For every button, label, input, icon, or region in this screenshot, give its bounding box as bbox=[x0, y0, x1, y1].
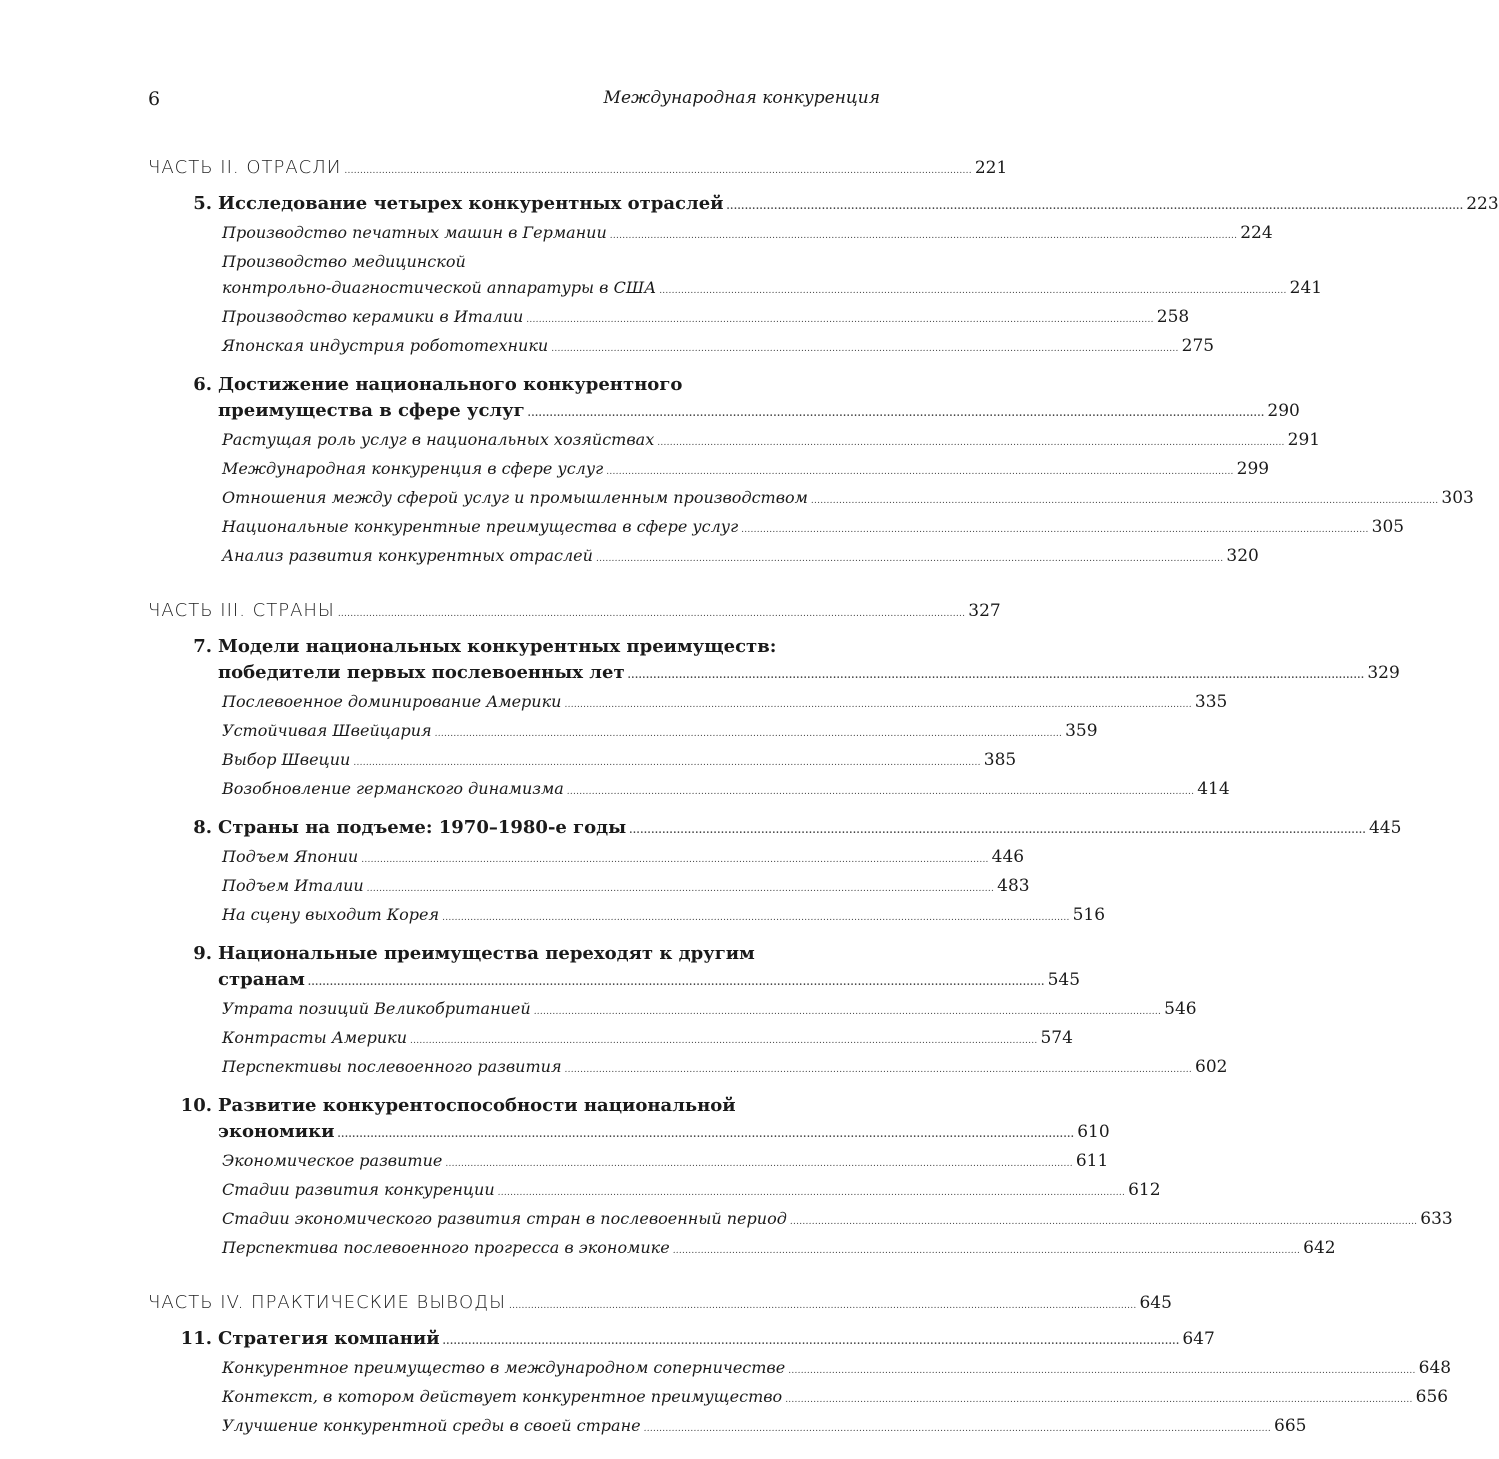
chapter-title: Исследование четырех конкурентных отраслей bbox=[218, 193, 724, 214]
entry-title: Перспектива послевоенного прогресса в экономике bbox=[222, 1238, 670, 1257]
toc-entry bbox=[222, 689, 1228, 718]
chapter-title-block bbox=[218, 1326, 1215, 1355]
toc-entry bbox=[222, 304, 1190, 333]
entry-title: контрольно-диагностической аппаратуры в США bbox=[222, 278, 657, 297]
dot-leader bbox=[596, 543, 1222, 572]
chapter-heading bbox=[148, 1093, 1110, 1148]
entry-line bbox=[222, 543, 1259, 572]
dot-leader bbox=[657, 427, 1283, 456]
entry-title: Анализ развития конкурентных отраслей bbox=[222, 546, 593, 565]
chapter-number: 5. bbox=[193, 193, 212, 214]
chapter-title-block bbox=[218, 815, 1401, 844]
part-heading bbox=[148, 1292, 1172, 1322]
entry-line bbox=[222, 304, 1190, 333]
chapter-entries bbox=[222, 689, 1230, 805]
entry-line bbox=[222, 902, 1106, 931]
entry-title: Стадии экономического развития стран в послевоенный период bbox=[222, 1209, 787, 1228]
dot-leader bbox=[442, 902, 1068, 931]
entry-line bbox=[222, 873, 1030, 902]
chapter bbox=[148, 372, 1474, 572]
chapter-title-block bbox=[218, 372, 1300, 427]
part-heading bbox=[148, 157, 1008, 187]
dot-leader bbox=[567, 776, 1193, 805]
dot-leader bbox=[785, 1384, 1411, 1413]
entry-title: Подъем Италии bbox=[222, 876, 364, 895]
chapter-number: 6. bbox=[193, 374, 212, 395]
chapter-line bbox=[218, 398, 1300, 427]
chapter-title: победители первых послевоенных лет bbox=[218, 662, 625, 683]
entry-line bbox=[222, 1355, 1452, 1384]
entry-line bbox=[222, 1148, 1109, 1177]
toc-entry bbox=[222, 776, 1230, 805]
chapter-title-line: Национальные преимущества переходят к другим bbox=[218, 943, 755, 964]
chapter-page: 445 bbox=[1368, 818, 1402, 838]
entry-title: Улучшение конкурентной среды в своей стране bbox=[222, 1416, 641, 1435]
toc-entry bbox=[222, 1054, 1228, 1083]
dot-leader bbox=[443, 1326, 1178, 1355]
chapter-heading bbox=[148, 815, 1402, 844]
entry-title: Национальные конкурентные преимущества в сфере услуг bbox=[222, 517, 739, 536]
entry-page: 303 bbox=[1441, 488, 1474, 508]
entry-title: Международная конкуренция в сфере услуг bbox=[222, 459, 604, 478]
dot-leader bbox=[308, 967, 1043, 996]
dot-leader bbox=[628, 660, 1363, 689]
page-number: 6 bbox=[148, 88, 161, 110]
chapter-heading bbox=[148, 191, 1499, 220]
dot-leader bbox=[353, 747, 979, 776]
running-title: Международная конкуренция bbox=[603, 88, 880, 108]
entry-page: 656 bbox=[1415, 1387, 1449, 1407]
dot-leader bbox=[565, 1054, 1191, 1083]
entry-line bbox=[222, 514, 1405, 543]
entry-line bbox=[222, 456, 1270, 485]
chapter-heading bbox=[148, 941, 1081, 996]
chapter-entries bbox=[222, 844, 1106, 931]
chapter-title: экономики bbox=[218, 1121, 335, 1142]
table-of-contents bbox=[148, 157, 1499, 1442]
chapter-line bbox=[218, 191, 1499, 220]
dot-leader bbox=[445, 1148, 1071, 1177]
entry-line bbox=[222, 1206, 1453, 1235]
part-section bbox=[148, 157, 1499, 572]
dot-leader bbox=[435, 718, 1061, 747]
chapter bbox=[148, 941, 1228, 1083]
entry-page: 546 bbox=[1164, 999, 1197, 1019]
entry-page: 291 bbox=[1287, 430, 1321, 450]
chapter-title-block bbox=[218, 634, 1400, 689]
chapter-line bbox=[218, 1326, 1215, 1355]
entry-title: Отношения между сферой услуг и промышленным производством bbox=[222, 488, 808, 507]
chapter-number: 10. bbox=[180, 1095, 212, 1116]
part-section bbox=[148, 600, 1453, 1264]
chapter-page: 223 bbox=[1466, 194, 1499, 214]
toc-entry bbox=[222, 747, 1017, 776]
chapter bbox=[148, 1093, 1453, 1264]
entry-line bbox=[222, 427, 1321, 456]
entry-line bbox=[222, 1235, 1336, 1264]
dot-leader bbox=[811, 485, 1437, 514]
dot-leader bbox=[337, 1119, 1072, 1148]
dot-leader bbox=[673, 1235, 1299, 1264]
entry-line bbox=[222, 689, 1228, 718]
chapter-entries bbox=[222, 996, 1228, 1083]
part-title: ЧАСТЬ II. ОТРАСЛИ bbox=[148, 157, 342, 178]
dot-leader bbox=[551, 333, 1177, 362]
entry-title-line: Производство медицинской bbox=[222, 252, 466, 271]
toc-entry bbox=[222, 514, 1405, 543]
entry-line bbox=[222, 333, 1215, 362]
entry-title: Стадии развития конкуренции bbox=[222, 1180, 495, 1199]
entry-title: Послевоенное доминирование Америки bbox=[222, 692, 562, 711]
entry-page: 516 bbox=[1072, 905, 1106, 925]
entry-title: Контекст, в котором действует конкурентное преимущество bbox=[222, 1387, 783, 1406]
toc-entry bbox=[222, 902, 1106, 931]
chapter-title-block bbox=[218, 941, 1080, 996]
entry-page: 611 bbox=[1075, 1151, 1109, 1171]
entry-page: 483 bbox=[997, 876, 1030, 896]
entry-title: Конкурентное преимущество в международном соперничестве bbox=[222, 1358, 786, 1377]
entry-title: Возобновление германского динамизма bbox=[222, 779, 564, 798]
chapter-title: странам bbox=[218, 969, 305, 990]
dot-leader bbox=[790, 1206, 1416, 1235]
toc-entry bbox=[222, 485, 1474, 514]
entry-title: Производство керамики в Италии bbox=[222, 307, 524, 326]
dot-leader bbox=[361, 844, 987, 873]
entry-line bbox=[222, 1025, 1073, 1054]
part-page: 645 bbox=[1139, 1293, 1172, 1313]
dot-leader bbox=[338, 601, 964, 620]
dot-leader bbox=[727, 191, 1462, 220]
chapter-entries bbox=[222, 1148, 1453, 1264]
entry-title: Выбор Швеции bbox=[222, 750, 351, 769]
toc-entry bbox=[222, 543, 1259, 572]
toc-entry bbox=[222, 873, 1030, 902]
part-page: 327 bbox=[968, 601, 1001, 621]
entry-page: 320 bbox=[1226, 546, 1259, 566]
entry-line bbox=[222, 485, 1474, 514]
entry-line bbox=[222, 747, 1017, 776]
entry-line bbox=[222, 1054, 1228, 1083]
toc-entry bbox=[222, 844, 1025, 873]
toc-entry bbox=[222, 1177, 1161, 1206]
toc-entry bbox=[222, 456, 1270, 485]
chapter-heading bbox=[148, 1326, 1215, 1355]
chapter-entries bbox=[222, 220, 1323, 362]
entry-line bbox=[222, 275, 1323, 304]
entry-title: Производство печатных машин в Германии bbox=[222, 223, 607, 242]
entry-line bbox=[222, 1413, 1307, 1442]
part-heading bbox=[148, 600, 1001, 630]
chapter-heading bbox=[148, 634, 1400, 689]
dot-leader bbox=[610, 220, 1236, 249]
dot-leader bbox=[629, 815, 1364, 844]
chapter-page: 610 bbox=[1077, 1122, 1110, 1142]
entry-page: 602 bbox=[1195, 1057, 1228, 1077]
entry-page: 642 bbox=[1303, 1238, 1336, 1258]
dot-leader bbox=[644, 1413, 1270, 1442]
entry-title: Утрата позиций Великобританией bbox=[222, 999, 531, 1018]
chapter-number: 11. bbox=[180, 1328, 212, 1349]
entry-page: 648 bbox=[1418, 1358, 1452, 1378]
chapter-page: 329 bbox=[1367, 663, 1400, 683]
part-page: 221 bbox=[974, 158, 1008, 178]
entry-page: 299 bbox=[1236, 459, 1270, 479]
chapter-page: 290 bbox=[1267, 401, 1300, 421]
entry-page: 335 bbox=[1194, 692, 1228, 712]
entry-title: Японская индустрия робототехники bbox=[222, 336, 549, 355]
dot-leader bbox=[741, 514, 1367, 543]
dot-leader bbox=[410, 1025, 1036, 1054]
toc-entry bbox=[222, 1025, 1073, 1054]
entry-page: 574 bbox=[1040, 1028, 1073, 1048]
entry-line bbox=[222, 1177, 1161, 1206]
toc-entry bbox=[222, 1384, 1449, 1413]
chapter bbox=[148, 815, 1402, 931]
entry-page: 414 bbox=[1197, 779, 1230, 799]
entry-page: 359 bbox=[1065, 721, 1098, 741]
dot-leader bbox=[534, 996, 1160, 1025]
toc-entry bbox=[222, 1355, 1452, 1384]
chapter bbox=[148, 1326, 1452, 1442]
part-title: ЧАСТЬ III. СТРАНЫ bbox=[148, 600, 335, 621]
dot-leader bbox=[528, 398, 1263, 427]
chapter-line bbox=[218, 967, 1080, 996]
entry-page: 446 bbox=[991, 847, 1025, 867]
entry-page: 305 bbox=[1371, 517, 1405, 537]
chapter-heading bbox=[148, 372, 1300, 427]
dot-leader bbox=[606, 456, 1232, 485]
entry-line bbox=[222, 844, 1025, 873]
dot-leader bbox=[788, 1355, 1414, 1384]
chapter-title: преимущества в сфере услуг bbox=[218, 400, 525, 421]
entry-page: 258 bbox=[1156, 307, 1190, 327]
entry-title: Подъем Японии bbox=[222, 847, 359, 866]
toc-entry bbox=[222, 333, 1215, 362]
dot-leader bbox=[659, 275, 1285, 304]
chapter-entries bbox=[222, 1355, 1452, 1442]
dot-leader bbox=[564, 689, 1190, 718]
entry-page: 633 bbox=[1420, 1209, 1453, 1229]
chapter-title-block bbox=[218, 1093, 1110, 1148]
chapter-line bbox=[218, 1119, 1110, 1148]
entry-title: Экономическое развитие bbox=[222, 1151, 443, 1170]
toc-entry bbox=[222, 1235, 1336, 1264]
entry-page: 665 bbox=[1274, 1416, 1307, 1436]
entry-line bbox=[222, 1384, 1449, 1413]
entry-line bbox=[222, 718, 1098, 747]
chapter-title-line: Модели национальных конкурентных преимуществ: bbox=[218, 636, 777, 657]
chapter-entries bbox=[222, 427, 1474, 572]
entry-page: 612 bbox=[1128, 1180, 1161, 1200]
entry-title: Растущая роль услуг в национальных хозяйствах bbox=[222, 430, 655, 449]
entry-line bbox=[222, 776, 1230, 805]
toc-entry bbox=[222, 1413, 1307, 1442]
chapter-title-line: Достижение национального конкурентного bbox=[218, 374, 683, 395]
toc-entry bbox=[222, 249, 1323, 304]
dot-leader bbox=[367, 873, 993, 902]
entry-title: Контрасты Америки bbox=[222, 1028, 408, 1047]
entry-page: 224 bbox=[1240, 223, 1273, 243]
dot-leader bbox=[498, 1177, 1124, 1206]
toc-entry bbox=[222, 718, 1098, 747]
chapter-title-block bbox=[218, 191, 1499, 220]
dot-leader bbox=[526, 304, 1152, 333]
entry-line bbox=[222, 996, 1197, 1025]
chapter-page: 647 bbox=[1182, 1329, 1215, 1349]
toc-entry bbox=[222, 996, 1197, 1025]
chapter-page: 545 bbox=[1047, 970, 1081, 990]
dot-leader bbox=[509, 1293, 1135, 1312]
chapter bbox=[148, 191, 1499, 362]
chapter-title-line: Развитие конкурентоспособности национальной bbox=[218, 1095, 736, 1116]
chapter-line bbox=[218, 815, 1401, 844]
toc-entry bbox=[222, 220, 1273, 249]
toc-entry bbox=[222, 1206, 1453, 1235]
toc-entry bbox=[222, 427, 1321, 456]
chapter bbox=[148, 634, 1400, 805]
part-section bbox=[148, 1292, 1452, 1442]
entry-page: 385 bbox=[983, 750, 1017, 770]
entry-page: 241 bbox=[1289, 278, 1323, 298]
chapter-number: 8. bbox=[193, 817, 212, 838]
chapter-number: 7. bbox=[193, 636, 212, 657]
part-title: ЧАСТЬ IV. ПРАКТИЧЕСКИЕ ВЫВОДЫ bbox=[148, 1292, 507, 1313]
chapter-number: 9. bbox=[193, 943, 212, 964]
entry-line bbox=[222, 220, 1273, 249]
entry-title: Устойчивая Швейцария bbox=[222, 721, 432, 740]
dot-leader bbox=[344, 158, 970, 177]
chapter-line bbox=[218, 660, 1400, 689]
entry-page: 275 bbox=[1181, 336, 1215, 356]
entry-title: На сцену выходит Корея bbox=[222, 905, 440, 924]
chapter-title: Страны на подъеме: 1970–1980-е годы bbox=[218, 817, 627, 838]
entry-title: Перспективы послевоенного развития bbox=[222, 1057, 562, 1076]
chapter-title: Стратегия компаний bbox=[218, 1328, 440, 1349]
toc-entry bbox=[222, 1148, 1109, 1177]
